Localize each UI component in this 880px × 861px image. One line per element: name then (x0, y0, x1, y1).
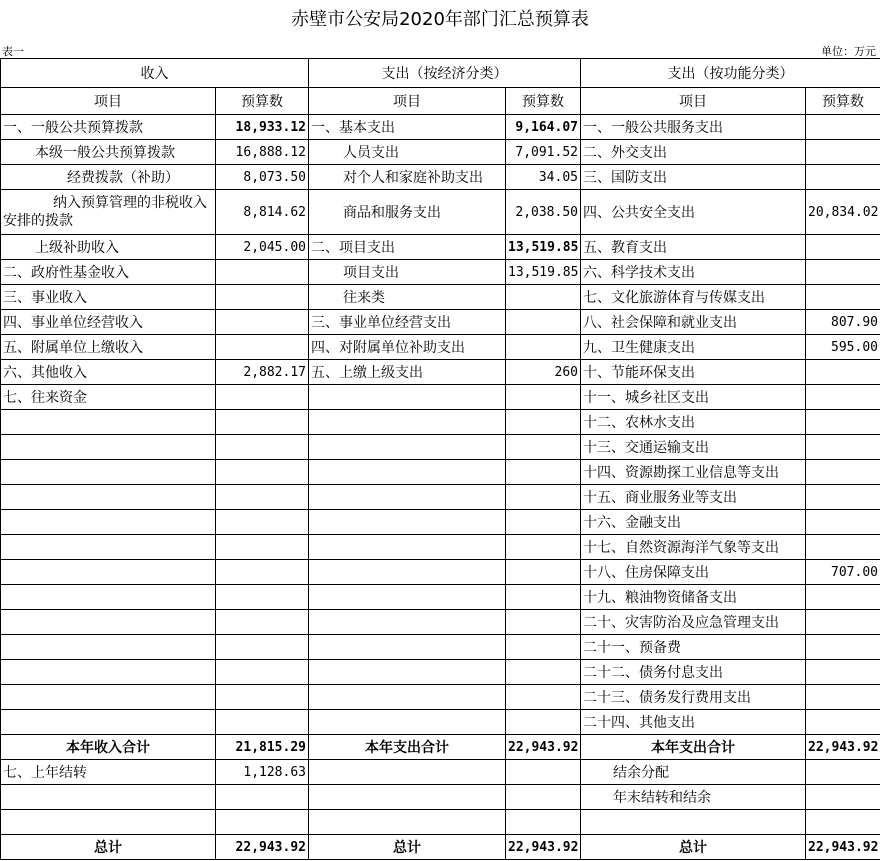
budget-amount-cell: 1,128.63 (216, 760, 309, 785)
budget-amount-cell: 595.00 (806, 335, 880, 360)
budget-amount-cell (216, 285, 309, 310)
budget-amount-cell (806, 410, 880, 435)
budget-amount-cell (506, 685, 581, 710)
item-name-cell (309, 510, 506, 535)
budget-amount-cell: 7,091.52 (506, 140, 581, 165)
item-name-cell: 二十一、预备费 (581, 635, 806, 660)
item-name-cell: 人员支出 (309, 140, 506, 165)
page-title: 赤壁市公安局2020年部门汇总预算表 (291, 9, 589, 30)
item-name-cell: 往来类 (309, 285, 506, 310)
budget-amount-cell (216, 635, 309, 660)
budget-amount-cell (216, 810, 309, 835)
item-name-cell: 十二、农林水支出 (581, 410, 806, 435)
budget-amount-cell (806, 610, 880, 635)
table-row (1, 235, 880, 260)
item-name-cell (1, 785, 216, 810)
item-name-cell: 纳入预算管理的非税收入安排的拨款 (1, 190, 216, 235)
table-row (1, 585, 880, 610)
item-name-cell: 四、事业单位经营收入 (1, 310, 216, 335)
item-name-cell: 十四、资源勘探工业信息等支出 (581, 460, 806, 485)
item-name-cell: 三、国防支出 (581, 165, 806, 190)
budget-amount-cell (806, 360, 880, 385)
budget-amount-cell (506, 460, 581, 485)
budget-amount-cell: 13,519.85 (506, 235, 581, 260)
table-row (1, 335, 880, 360)
item-name-cell (1, 810, 216, 835)
budget-amount-cell: 22,943.92 (216, 835, 309, 860)
item-name-cell: 本年支出合计 (581, 735, 806, 760)
table-row (1, 165, 880, 190)
table-row (1, 410, 880, 435)
item-name-cell (309, 410, 506, 435)
budget-amount-cell (506, 560, 581, 585)
item-name-cell: 对个人和家庭补助支出 (309, 165, 506, 190)
item-name-cell: 七、往来资金 (1, 385, 216, 410)
item-name-cell: 上级补助收入 (1, 235, 216, 260)
table-row (1, 260, 880, 285)
col-header: 项目 (581, 88, 806, 115)
table-row (1, 785, 880, 810)
table-row (1, 310, 880, 335)
item-name-cell (1, 660, 216, 685)
budget-amount-cell (216, 385, 309, 410)
budget-amount-cell (216, 535, 309, 560)
table-row (1, 610, 880, 635)
budget-amount-cell: 34.05 (506, 165, 581, 190)
budget-amount-cell (506, 660, 581, 685)
item-name-cell (309, 635, 506, 660)
budget-amount-cell (216, 260, 309, 285)
item-name-cell: 十七、自然资源海洋气象等支出 (581, 535, 806, 560)
budget-amount-cell (806, 710, 880, 735)
budget-amount-cell (216, 460, 309, 485)
item-name-cell: 二十四、其他支出 (581, 710, 806, 735)
budget-amount-cell (506, 710, 581, 735)
table-row (1, 685, 880, 710)
table-row (1, 710, 880, 735)
budget-amount-cell (506, 285, 581, 310)
item-name-cell (1, 410, 216, 435)
budget-amount-cell: 16,888.12 (216, 140, 309, 165)
group-income: 收入 (1, 59, 309, 88)
item-name-cell: 二十三、债务发行费用支出 (581, 685, 806, 710)
budget-amount-cell (506, 760, 581, 785)
item-name-cell: 十九、粮油物资储备支出 (581, 585, 806, 610)
item-name-cell (1, 635, 216, 660)
budget-amount-cell (506, 385, 581, 410)
column-header-row (1, 88, 880, 115)
budget-amount-cell (216, 685, 309, 710)
budget-amount-cell (806, 165, 880, 190)
table-row (1, 660, 880, 685)
item-name-cell: 五、上缴上级支出 (309, 360, 506, 385)
budget-amount-cell (806, 785, 880, 810)
item-name-cell: 三、事业单位经营支出 (309, 310, 506, 335)
item-name-cell (309, 685, 506, 710)
item-name-cell: 十一、城乡社区支出 (581, 385, 806, 410)
budget-amount-cell (806, 260, 880, 285)
budget-amount-cell: 8,073.50 (216, 165, 309, 190)
budget-amount-cell (506, 810, 581, 835)
item-name-cell (309, 660, 506, 685)
budget-amount-cell (216, 585, 309, 610)
budget-table (0, 58, 880, 860)
item-name-cell (309, 810, 506, 835)
budget-amount-cell (216, 485, 309, 510)
table-row (1, 635, 880, 660)
item-name-cell: 四、对附属单位补助支出 (309, 335, 506, 360)
table-row (1, 810, 880, 835)
table-row (1, 835, 880, 860)
item-name-cell: 十六、金融支出 (581, 510, 806, 535)
col-header: 预算数 (806, 88, 880, 115)
item-name-cell: 二十、灾害防治及应急管理支出 (581, 610, 806, 635)
item-name-cell: 本级一般公共预算拨款 (1, 140, 216, 165)
item-name-cell: 一、一般公共预算拨款 (1, 115, 216, 140)
item-name-cell: 十八、住房保障支出 (581, 560, 806, 585)
budget-amount-cell (216, 435, 309, 460)
budget-amount-cell (506, 335, 581, 360)
budget-amount-cell: 2,038.50 (506, 190, 581, 235)
item-name-cell: 三、事业收入 (1, 285, 216, 310)
item-name-cell: 本年收入合计 (1, 735, 216, 760)
item-name-cell (309, 610, 506, 635)
table-row (1, 140, 880, 165)
col-header: 预算数 (216, 88, 309, 115)
table-row (1, 535, 880, 560)
budget-amount-cell (506, 410, 581, 435)
budget-amount-cell (506, 510, 581, 535)
group-expense-economic: 支出（按经济分类） (309, 59, 581, 88)
table-number: 表一 (2, 45, 24, 58)
col-header: 预算数 (506, 88, 581, 115)
item-name-cell: 一、基本支出 (309, 115, 506, 140)
budget-amount-cell: 18,933.12 (216, 115, 309, 140)
item-name-cell (309, 760, 506, 785)
budget-amount-cell (216, 610, 309, 635)
budget-amount-cell (806, 285, 880, 310)
item-name-cell: 结余分配 (581, 760, 806, 785)
table-row (1, 385, 880, 410)
budget-amount-cell (806, 535, 880, 560)
budget-amount-cell: 2,045.00 (216, 235, 309, 260)
item-name-cell (1, 685, 216, 710)
budget-amount-cell (806, 385, 880, 410)
col-header: 项目 (1, 88, 216, 115)
item-name-cell: 五、教育支出 (581, 235, 806, 260)
item-name-cell (309, 485, 506, 510)
budget-amount-cell: 260 (506, 360, 581, 385)
item-name-cell (1, 510, 216, 535)
item-name-cell: 项目支出 (309, 260, 506, 285)
budget-amount-cell (806, 585, 880, 610)
budget-amount-cell (506, 435, 581, 460)
item-name-cell (1, 460, 216, 485)
budget-amount-cell (216, 710, 309, 735)
budget-amount-cell: 2,882.17 (216, 360, 309, 385)
item-name-cell (1, 610, 216, 635)
budget-amount-cell (216, 785, 309, 810)
table-row (1, 560, 880, 585)
item-name-cell: 二、政府性基金收入 (1, 260, 216, 285)
table-row (1, 460, 880, 485)
item-name-cell: 二十二、债务付息支出 (581, 660, 806, 685)
item-name-cell: 十五、商业服务业等支出 (581, 485, 806, 510)
budget-amount-cell: 22,943.92 (806, 735, 880, 760)
budget-amount-cell: 9,164.07 (506, 115, 581, 140)
item-name-cell (309, 385, 506, 410)
budget-amount-cell (806, 460, 880, 485)
budget-amount-cell (806, 485, 880, 510)
item-name-cell: 十三、交通运输支出 (581, 435, 806, 460)
budget-amount-cell: 807.90 (806, 310, 880, 335)
budget-amount-cell (806, 140, 880, 165)
table-row (1, 735, 880, 760)
budget-amount-cell (806, 760, 880, 785)
budget-amount-cell (216, 510, 309, 535)
item-name-cell (581, 810, 806, 835)
budget-amount-cell (506, 310, 581, 335)
budget-amount-cell: 21,815.29 (216, 735, 309, 760)
group-expense-functional: 支出（按功能分类） (581, 59, 880, 88)
item-name-cell: 十、节能环保支出 (581, 360, 806, 385)
budget-amount-cell (506, 635, 581, 660)
table-row (1, 190, 880, 235)
table-row (1, 435, 880, 460)
budget-amount-cell (216, 335, 309, 360)
budget-amount-cell: 22,943.92 (506, 735, 581, 760)
item-name-cell: 六、科学技术支出 (581, 260, 806, 285)
budget-amount-cell (806, 635, 880, 660)
item-name-cell: 九、卫生健康支出 (581, 335, 806, 360)
table-row (1, 510, 880, 535)
budget-amount-cell (806, 685, 880, 710)
budget-amount-cell (806, 510, 880, 535)
item-name-cell: 商品和服务支出 (309, 190, 506, 235)
budget-amount-cell (506, 585, 581, 610)
item-name-cell: 本年支出合计 (309, 735, 506, 760)
item-name-cell: 六、其他收入 (1, 360, 216, 385)
table-row (1, 760, 880, 785)
item-name-cell: 五、附属单位上缴收入 (1, 335, 216, 360)
item-name-cell: 七、上年结转 (1, 760, 216, 785)
item-name-cell (1, 535, 216, 560)
col-header: 项目 (309, 88, 506, 115)
budget-amount-cell: 22,943.92 (506, 835, 581, 860)
budget-amount-cell: 13,519.85 (506, 260, 581, 285)
budget-amount-cell (216, 410, 309, 435)
item-name-cell (309, 435, 506, 460)
budget-amount-cell: 707.00 (806, 560, 880, 585)
item-name-cell: 总计 (581, 835, 806, 860)
item-name-cell (1, 435, 216, 460)
item-name-cell (1, 585, 216, 610)
budget-amount-cell (506, 485, 581, 510)
unit-label: 单位：万元 (821, 45, 876, 58)
item-name-cell: 二、项目支出 (309, 235, 506, 260)
item-name-cell (1, 485, 216, 510)
item-name-cell (309, 585, 506, 610)
budget-amount-cell: 22,943.92 (806, 835, 880, 860)
item-name-cell (1, 710, 216, 735)
item-name-cell (309, 710, 506, 735)
item-name-cell (309, 535, 506, 560)
table-row (1, 285, 880, 310)
budget-amount-cell (806, 660, 880, 685)
item-name-cell: 年末结转和结余 (581, 785, 806, 810)
budget-amount-cell (216, 310, 309, 335)
item-name-cell: 经费拨款（补助） (1, 165, 216, 190)
item-name-cell: 四、公共安全支出 (581, 190, 806, 235)
item-name-cell (309, 560, 506, 585)
budget-amount-cell (806, 435, 880, 460)
item-name-cell: 二、外交支出 (581, 140, 806, 165)
item-name-cell: 七、文化旅游体育与传媒支出 (581, 285, 806, 310)
item-name-cell: 总计 (309, 835, 506, 860)
item-name-cell (309, 785, 506, 810)
budget-amount-cell (216, 660, 309, 685)
item-name-cell (309, 460, 506, 485)
group-header-row (1, 59, 880, 88)
item-name-cell: 八、社会保障和就业支出 (581, 310, 806, 335)
budget-amount-cell (806, 810, 880, 835)
budget-amount-cell (216, 560, 309, 585)
budget-amount-cell (806, 115, 880, 140)
item-name-cell (1, 560, 216, 585)
item-name-cell: 一、一般公共服务支出 (581, 115, 806, 140)
budget-amount-cell (806, 235, 880, 260)
table-meta (0, 40, 880, 58)
budget-amount-cell: 20,834.02 (806, 190, 880, 235)
budget-amount-cell (506, 785, 581, 810)
table-row (1, 485, 880, 510)
item-name-cell: 总计 (1, 835, 216, 860)
table-row (1, 360, 880, 385)
table-row (1, 115, 880, 140)
budget-amount-cell (506, 535, 581, 560)
budget-amount-cell: 8,814.62 (216, 190, 309, 235)
budget-amount-cell (506, 610, 581, 635)
